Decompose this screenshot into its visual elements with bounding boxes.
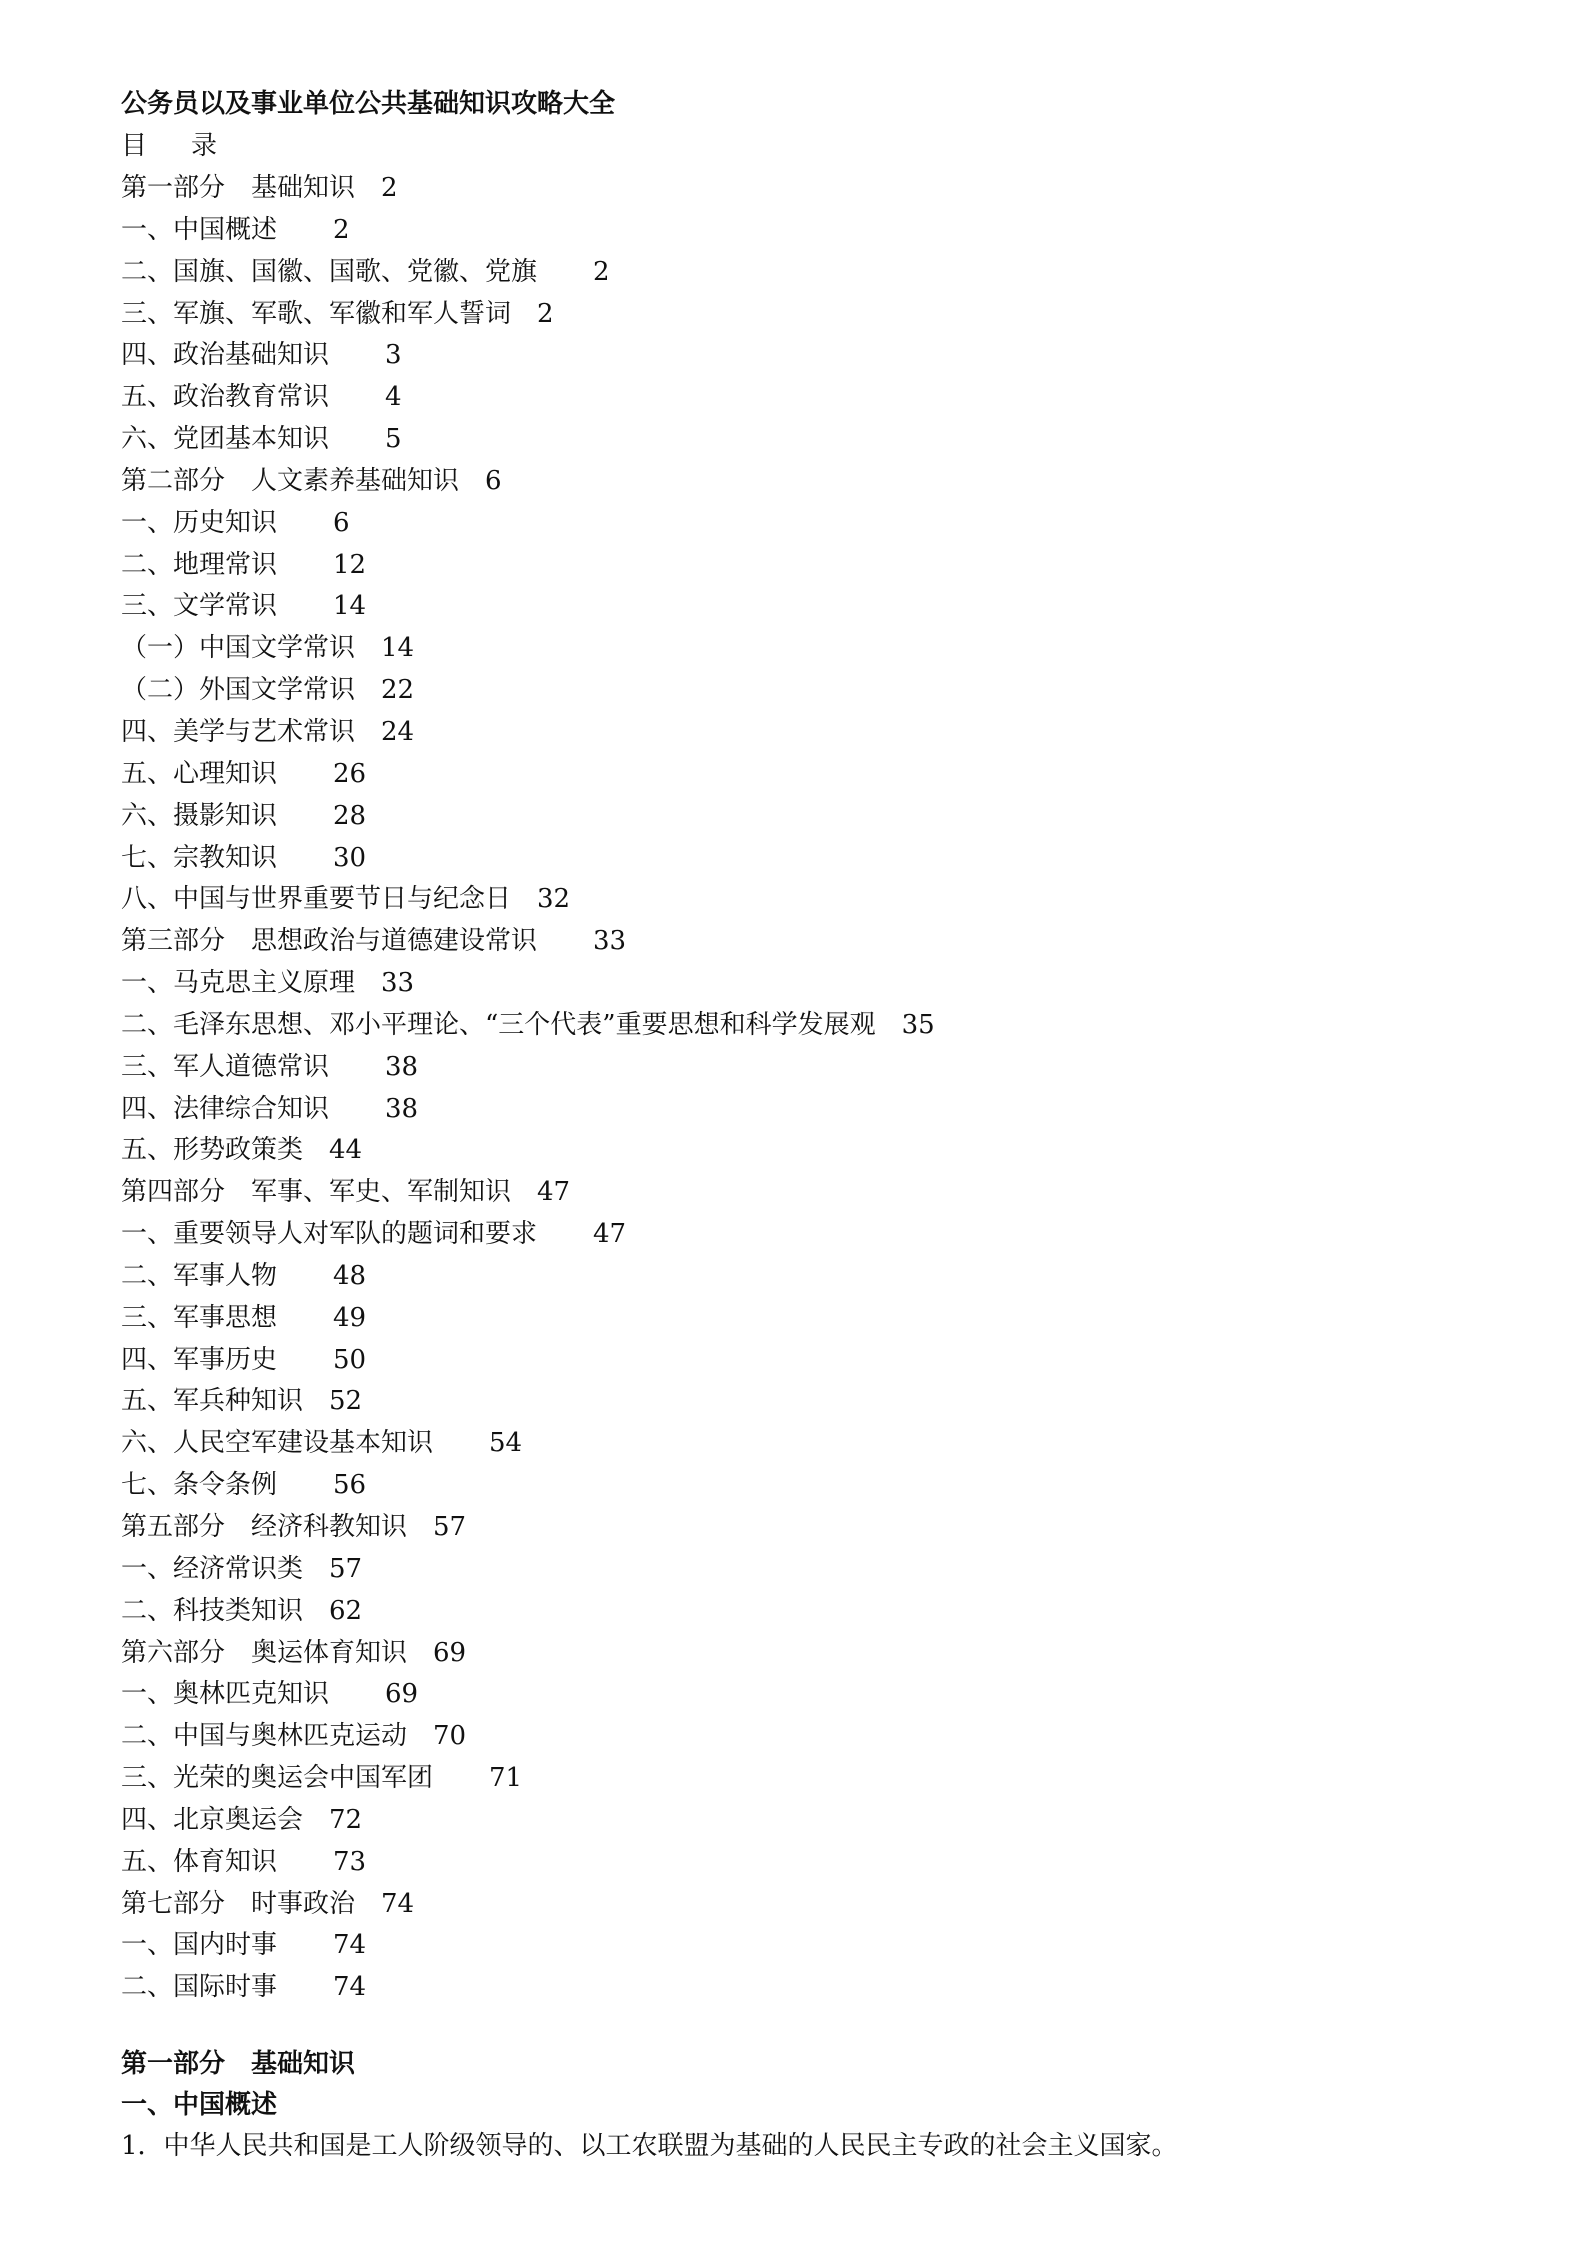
toc-entry-page-number: 74 (381, 1888, 415, 1919)
toc-entry-page-number: 44 (329, 1135, 363, 1166)
toc-entry-page-number: 70 (433, 1721, 467, 1752)
body-paragraph: 1．中华人民共和国是工人阶级领导的、以工农联盟为基础的人民民主专政的社会主义国家。 (121, 2131, 1178, 2161)
toc-entry-page-number: 28 (333, 800, 367, 831)
toc-entry[interactable] (121, 1298, 935, 1340)
toc-entry[interactable] (121, 1172, 935, 1214)
toc-entry-label: 第四部分 军事、军史、军制知识 (121, 1177, 512, 1208)
toc-entry-label: 五、心理知识 (121, 758, 278, 789)
section-part-name: 基础知识 (251, 2049, 356, 2079)
toc-entry-label: （二）外国文学常识 (121, 675, 356, 706)
toc-entry-label: 七、条令条例 (121, 1470, 278, 1501)
toc-heading (121, 126, 217, 166)
toc-entry-label: 五、政治教育常识 (121, 382, 330, 413)
toc-entry-label: 一、奥林匹克知识 (121, 1679, 330, 1710)
toc-entry-label: 第六部分 奥运体育知识 (121, 1637, 408, 1668)
toc-entry[interactable] (121, 1256, 935, 1298)
toc-entry-label: 一、经济常识类 (121, 1553, 304, 1584)
toc-entry-page-number: 12 (333, 549, 367, 580)
toc-entry-label: 二、毛泽东思想、邓小平理论、“三个代表”重要思想和科学发展观 (121, 1009, 876, 1040)
toc-entry-label: 五、形势政策类 (121, 1135, 304, 1166)
toc-entry[interactable] (121, 1674, 935, 1716)
toc-entry-label: 第二部分 人文素养基础知识 (121, 465, 460, 496)
toc-entry-page-number: 47 (593, 1219, 627, 1250)
toc-entry[interactable] (121, 294, 935, 336)
toc-entry-page-number: 48 (333, 1260, 367, 1291)
toc-entry[interactable] (121, 712, 935, 754)
toc-entry-label: 二、国旗、国徽、国歌、党徽、党旗 (121, 256, 538, 287)
toc-entry-label: 四、政治基础知识 (121, 340, 330, 371)
toc-entry-label: 一、中国概述 (121, 214, 278, 245)
toc-entry-page-number: 3 (385, 340, 402, 371)
toc-entry-label: 二、科技类知识 (121, 1595, 304, 1626)
toc-entry-page-number: 2 (593, 256, 610, 287)
toc-entry-page-number: 62 (329, 1595, 363, 1626)
toc-entry[interactable] (121, 503, 935, 545)
toc-entry[interactable] (121, 1549, 935, 1591)
toc-entry[interactable] (121, 1465, 935, 1507)
toc-entry[interactable] (121, 1591, 935, 1633)
toc-entry-page-number: 50 (333, 1344, 367, 1375)
toc-entry-page-number: 73 (333, 1846, 367, 1877)
toc-entry-label: 八、中国与世界重要节日与纪念日 (121, 884, 512, 915)
toc-entry[interactable] (121, 545, 935, 587)
toc-entry-page-number: 2 (381, 173, 398, 203)
toc-entry-page-number: 35 (901, 1009, 935, 1040)
toc-entry-label: 第五部分 经济科教知识 (121, 1512, 408, 1542)
toc-entry-page-number: 49 (333, 1302, 367, 1333)
toc-entry[interactable] (121, 377, 935, 419)
toc-entry[interactable] (121, 1005, 935, 1047)
toc-entry-label: 五、军兵种知识 (121, 1386, 304, 1417)
toc-entry[interactable] (121, 670, 935, 712)
toc-entry[interactable] (121, 838, 935, 880)
toc-entry-page-number: 69 (433, 1637, 467, 1668)
toc-entry-page-number: 33 (381, 968, 415, 999)
toc-entry[interactable] (121, 1089, 935, 1131)
toc-entry-page-number: 22 (381, 675, 415, 706)
subsection-heading: 一、中国概述 (121, 2090, 278, 2120)
document-title: 公务员以及事业单位公共基础知识攻略大全 (121, 89, 616, 119)
toc-entry-label: 一、马克思主义原理 (121, 968, 356, 999)
toc-entry-label: 二、军事人物 (121, 1260, 278, 1291)
toc-entry-page-number: 2 (333, 214, 350, 245)
toc-entry-page-number: 71 (489, 1763, 523, 1794)
toc-entry-page-number: 56 (333, 1470, 367, 1501)
toc-entry-label: 一、重要领导人对军队的题词和要求 (121, 1219, 538, 1250)
toc-entry[interactable] (121, 586, 935, 628)
toc-entry[interactable] (121, 1047, 935, 1089)
toc-entry[interactable] (121, 1507, 935, 1549)
toc-entry-page-number: 33 (593, 926, 627, 957)
toc-entry[interactable] (121, 1967, 935, 2009)
toc-entry-page-number: 6 (485, 465, 502, 496)
toc-entry[interactable] (121, 796, 935, 838)
table-of-contents (121, 168, 935, 2009)
toc-entry-label: 三、文学常识 (121, 591, 278, 622)
toc-entry-label: 四、美学与艺术常识 (121, 716, 356, 747)
toc-entry-label: 三、军事思想 (121, 1302, 278, 1333)
toc-entry[interactable] (121, 1716, 935, 1758)
toc-entry-page-number: 24 (381, 716, 415, 747)
toc-entry-label: 三、军旗、军歌、军徽和军人誓词 (121, 298, 512, 329)
toc-entry[interactable] (121, 252, 935, 294)
toc-entry-label: 三、光荣的奥运会中国军团 (121, 1763, 434, 1794)
toc-entry-page-number: 69 (385, 1679, 419, 1710)
toc-entry-label: 六、摄影知识 (121, 800, 278, 831)
toc-entry-page-number: 38 (385, 1093, 419, 1124)
toc-entry-page-number: 38 (385, 1051, 419, 1082)
toc-entry[interactable] (121, 879, 935, 921)
toc-entry-page-number: 72 (329, 1804, 363, 1835)
toc-entry[interactable] (121, 1925, 935, 1967)
toc-entry[interactable] (121, 419, 935, 461)
toc-entry-label: 第一部分 基础知识 (121, 173, 356, 203)
toc-entry-label: 二、中国与奥林匹克运动 (121, 1721, 408, 1752)
toc-entry-label: 二、地理常识 (121, 549, 278, 580)
toc-entry-label: 四、北京奥运会 (121, 1804, 304, 1835)
toc-entry-page-number: 4 (385, 382, 402, 413)
toc-entry-label: （一）中国文学常识 (121, 633, 356, 664)
toc-entry[interactable] (121, 1633, 935, 1675)
toc-entry-page-number: 57 (329, 1553, 363, 1584)
toc-entry-page-number: 32 (537, 884, 571, 915)
toc-entry-page-number: 74 (333, 1930, 367, 1961)
toc-entry-label: 第三部分 思想政治与道德建设常识 (121, 926, 538, 957)
toc-entry-page-number: 14 (333, 591, 367, 622)
toc-entry[interactable] (121, 754, 935, 796)
toc-entry[interactable] (121, 1340, 935, 1382)
toc-entry-label: 五、体育知识 (121, 1846, 278, 1877)
toc-entry[interactable] (121, 335, 935, 377)
toc-entry-label: 三、军人道德常识 (121, 1051, 330, 1082)
toc-entry-label: 四、法律综合知识 (121, 1093, 330, 1124)
toc-entry-label: 一、国内时事 (121, 1930, 278, 1961)
toc-entry-label: 一、历史知识 (121, 507, 278, 538)
toc-entry[interactable] (121, 461, 935, 503)
toc-entry-page-number: 6 (333, 507, 350, 538)
toc-heading-char-2: 录 (191, 131, 218, 161)
toc-entry-page-number: 47 (537, 1177, 571, 1208)
section-heading (121, 2044, 355, 2084)
toc-entry[interactable] (121, 210, 935, 252)
toc-entry-label: 四、军事历史 (121, 1344, 278, 1375)
toc-entry[interactable] (121, 1214, 935, 1256)
toc-entry-label: 六、人民空军建设基本知识 (121, 1428, 434, 1459)
toc-entry[interactable] (121, 963, 935, 1005)
toc-entry[interactable] (121, 1381, 935, 1423)
toc-entry-page-number: 26 (333, 758, 367, 789)
toc-entry-label: 第七部分 时事政治 (121, 1888, 356, 1919)
toc-entry[interactable] (121, 1884, 935, 1926)
toc-entry[interactable] (121, 628, 935, 670)
toc-entry-label: 六、党团基本知识 (121, 424, 330, 455)
toc-entry[interactable] (121, 1800, 935, 1842)
toc-entry[interactable] (121, 1130, 935, 1172)
toc-entry[interactable] (121, 1758, 935, 1800)
toc-entry-page-number: 74 (333, 1972, 367, 2003)
section-part-title: 第一部分 (121, 2049, 226, 2079)
toc-entry-page-number: 30 (333, 842, 367, 873)
toc-entry[interactable] (121, 921, 935, 963)
toc-entry-page-number: 2 (537, 298, 554, 329)
toc-entry[interactable] (121, 1842, 935, 1884)
toc-heading-char-1: 目 (121, 131, 148, 161)
toc-entry-page-number: 14 (381, 633, 415, 664)
toc-entry-label: 七、宗教知识 (121, 842, 278, 873)
toc-entry-page-number: 57 (433, 1512, 467, 1542)
toc-entry-label: 二、国际时事 (121, 1972, 278, 2003)
toc-entry-page-number: 54 (489, 1428, 523, 1459)
toc-entry-page-number: 5 (385, 424, 402, 455)
toc-entry[interactable] (121, 1423, 935, 1465)
toc-entry-page-number: 52 (329, 1386, 363, 1417)
toc-entry[interactable] (121, 168, 935, 210)
